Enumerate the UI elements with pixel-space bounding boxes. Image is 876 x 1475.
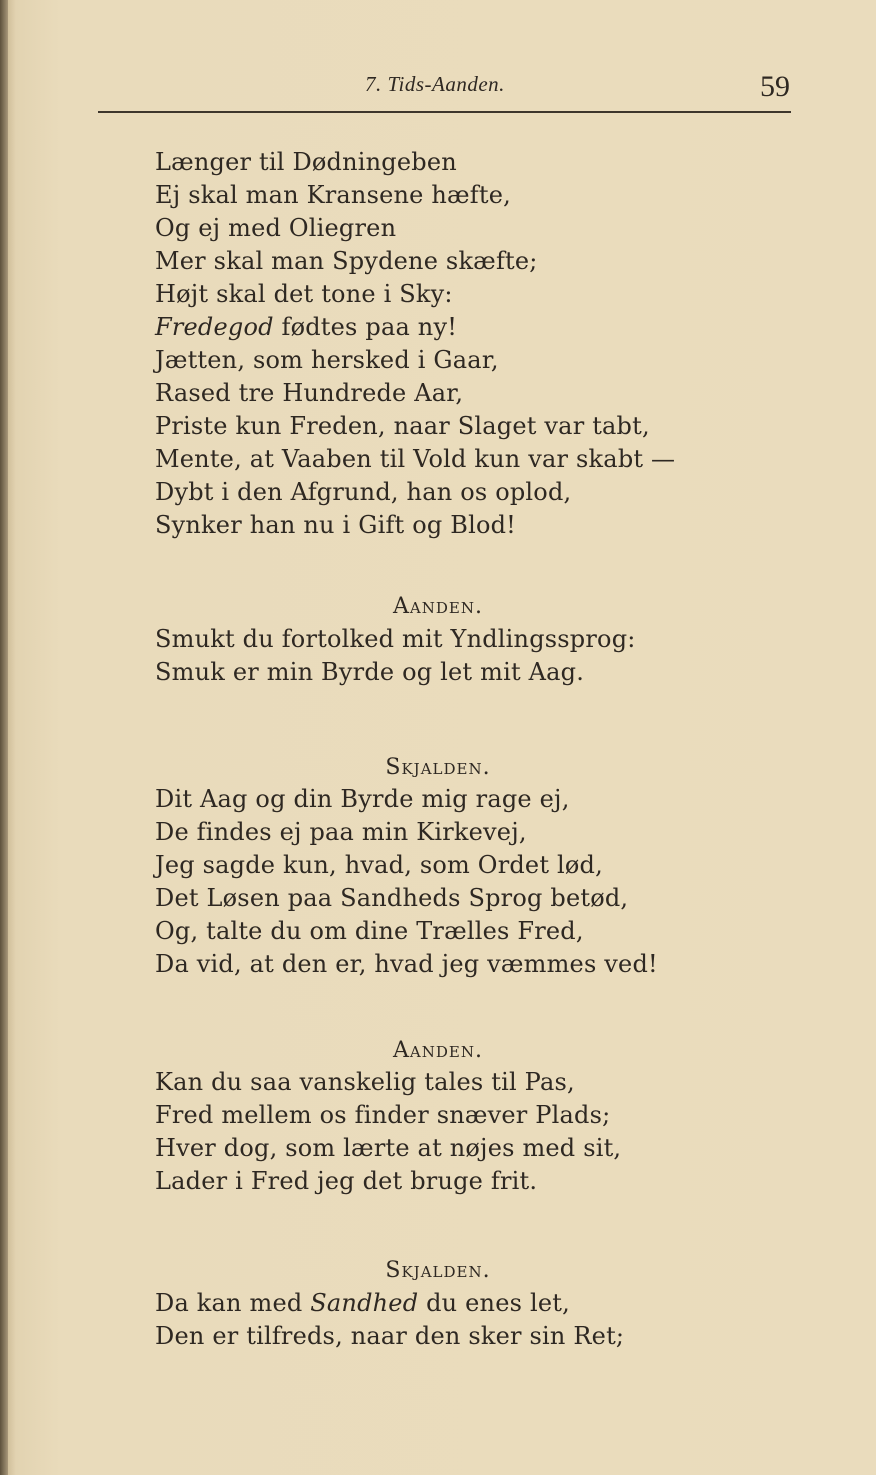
italic-word: Sandhed	[310, 1289, 419, 1317]
stanza-3	[155, 783, 658, 981]
verse-line: Jeg sagde kun, hvad, som Ordet lød,	[155, 851, 603, 879]
stanza-1	[155, 146, 675, 542]
speaker-heading: Aanden.	[393, 594, 483, 619]
verse-line: Hver dog, som lærte at nøjes med sit,	[155, 1134, 622, 1162]
verse-line: Dit Aag og din Byrde mig rage ej,	[155, 785, 570, 813]
stanza-5	[155, 1287, 624, 1353]
stanza-4	[155, 1066, 621, 1198]
page-number: 59	[760, 70, 790, 103]
verse-line: Den er tilfreds, naar den sker sin Ret;	[155, 1322, 625, 1350]
verse-line: Ej skal man Kransene hæfte,	[155, 181, 511, 209]
verse-line	[155, 1287, 624, 1320]
verse-line: Længer til Dødningeben	[155, 148, 457, 176]
book-gutter	[0, 0, 8, 1475]
verse-line: Rased tre Hundrede Aar,	[155, 379, 464, 407]
verse-line: Dybt i den Afgrund, han os oplod,	[155, 478, 572, 506]
verse-line: Det Løsen paa Sandheds Sprog betød,	[155, 884, 629, 912]
speaker-heading: Skjalden.	[385, 1258, 491, 1283]
verse-line	[155, 311, 675, 344]
verse-text: fødtes paa ny!	[273, 313, 458, 341]
running-header: 7. Tids-Aanden.	[365, 72, 505, 96]
header-rule	[98, 111, 791, 113]
speaker-heading: Aanden.	[393, 1038, 483, 1063]
verse-line: Synker han nu i Gift og Blod!	[155, 511, 517, 539]
verse-line: Smuk er min Byrde og let mit Aag.	[155, 658, 585, 686]
verse-line: Højt skal det tone i Sky:	[155, 280, 453, 308]
verse-line: Jætten, som hersked i Gaar,	[155, 346, 499, 374]
verse-line: Og, talte du om dine Trælles Fred,	[155, 917, 584, 945]
verse-line: Priste kun Freden, naar Slaget var tabt,	[155, 412, 650, 440]
italic-word: Fredegod	[155, 313, 274, 341]
verse-line: Kan du saa vanskelig tales til Pas,	[155, 1068, 575, 1096]
verse-line: Da vid, at den er, hvad jeg væmmes ved!	[155, 950, 658, 978]
verse-line: Smukt du fortolked mit Yndlingssprog:	[155, 625, 636, 653]
verse-line: Mente, at Vaaben til Vold kun var skabt —	[155, 445, 676, 473]
verse-text: du enes let,	[418, 1289, 570, 1317]
verse-line: De findes ej paa min Kirkevej,	[155, 818, 527, 846]
verse-line: Lader i Fred jeg det bruge frit.	[155, 1167, 538, 1195]
verse-line: Og ej med Oliegren	[155, 214, 397, 242]
verse-line: Mer skal man Spydene skæfte;	[155, 247, 538, 275]
verse-text: Da kan med	[155, 1289, 311, 1317]
verse-line: Fred mellem os finder snæver Plads;	[155, 1101, 611, 1129]
stanza-2	[155, 623, 636, 689]
speaker-heading: Skjalden.	[385, 755, 491, 780]
